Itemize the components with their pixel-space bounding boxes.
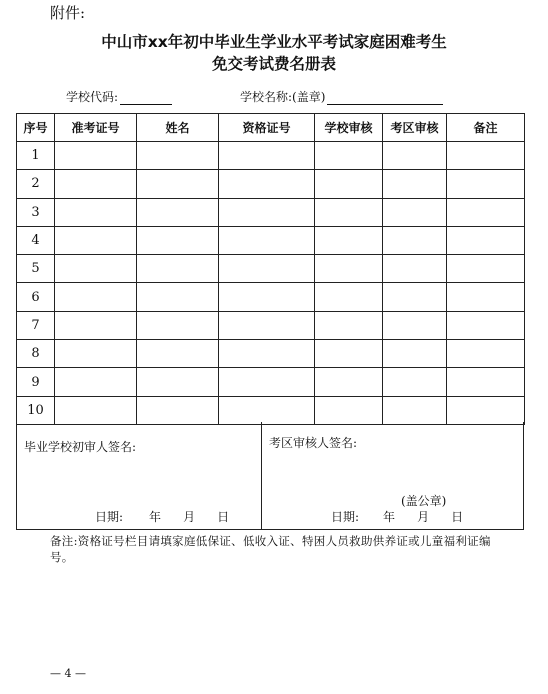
table-cell[interactable] xyxy=(55,142,137,170)
table-cell[interactable] xyxy=(383,311,447,339)
attachment-label: 附件: xyxy=(50,4,86,22)
col-header-exam-number: 准考证号 xyxy=(55,114,137,142)
table-cell[interactable] xyxy=(55,170,137,198)
table-row xyxy=(17,255,525,283)
table-cell[interactable] xyxy=(315,226,383,254)
school-code-blank xyxy=(120,92,172,105)
district-review-date xyxy=(331,508,463,525)
table-cell[interactable] xyxy=(55,255,137,283)
table-cell[interactable] xyxy=(137,283,219,311)
table-cell[interactable] xyxy=(383,396,447,424)
table-row xyxy=(17,368,525,396)
day-label: 日 xyxy=(451,510,464,524)
row-serial-number: 4 xyxy=(17,226,55,254)
signature-section xyxy=(16,422,524,530)
day-label: 日 xyxy=(217,510,230,524)
table-cell[interactable] xyxy=(315,368,383,396)
footnote: 备注:资格证号栏目请填家庭低保证、低收入证、特困人员救助供养证或儿童福利证编号。 xyxy=(50,534,491,564)
school-code-label: 学校代码: xyxy=(66,90,119,104)
school-code-field xyxy=(66,88,172,105)
table-cell[interactable] xyxy=(447,198,525,226)
table-row xyxy=(17,198,525,226)
year-label: 年 xyxy=(149,510,162,524)
table-cell[interactable] xyxy=(219,170,315,198)
col-header-school-review: 学校审核 xyxy=(315,114,383,142)
school-name-field xyxy=(240,88,443,105)
school-name-label: 学校名称:(盖章) xyxy=(240,90,326,104)
row-serial-number: 3 xyxy=(17,198,55,226)
table-cell[interactable] xyxy=(219,396,315,424)
year-label: 年 xyxy=(383,510,396,524)
date-label: 日期: xyxy=(331,510,360,524)
table-cell[interactable] xyxy=(137,311,219,339)
table-cell[interactable] xyxy=(447,255,525,283)
col-header-district-review: 考区审核 xyxy=(383,114,447,142)
table-cell[interactable] xyxy=(219,311,315,339)
page-number: — 4 — xyxy=(50,667,86,680)
table-cell[interactable] xyxy=(55,340,137,368)
table-cell[interactable] xyxy=(383,170,447,198)
month-label: 月 xyxy=(417,510,430,524)
table-cell[interactable] xyxy=(55,198,137,226)
table-cell[interactable] xyxy=(447,142,525,170)
table-cell[interactable] xyxy=(315,142,383,170)
table-cell[interactable] xyxy=(137,340,219,368)
table-cell[interactable] xyxy=(383,142,447,170)
table-cell[interactable] xyxy=(315,340,383,368)
signature-divider xyxy=(261,422,262,529)
table-cell[interactable] xyxy=(219,142,315,170)
date-label: 日期: xyxy=(95,510,124,524)
table-header-row xyxy=(17,114,525,142)
table-cell[interactable] xyxy=(219,255,315,283)
table-row xyxy=(17,396,525,424)
table-cell[interactable] xyxy=(55,311,137,339)
table-cell[interactable] xyxy=(383,368,447,396)
row-serial-number: 9 xyxy=(17,368,55,396)
table-cell[interactable] xyxy=(383,198,447,226)
table-cell[interactable] xyxy=(219,226,315,254)
table-row xyxy=(17,142,525,170)
table-cell[interactable] xyxy=(447,283,525,311)
table-cell[interactable] xyxy=(447,368,525,396)
table-row xyxy=(17,226,525,254)
col-header-remarks: 备注 xyxy=(447,114,525,142)
table-cell[interactable] xyxy=(137,170,219,198)
table-cell[interactable] xyxy=(137,368,219,396)
table-cell[interactable] xyxy=(137,226,219,254)
table-cell[interactable] xyxy=(447,170,525,198)
table-cell[interactable] xyxy=(447,311,525,339)
col-header-serial: 序号 xyxy=(17,114,55,142)
row-serial-number: 6 xyxy=(17,283,55,311)
col-header-qualification-number: 资格证号 xyxy=(219,114,315,142)
table-cell[interactable] xyxy=(219,198,315,226)
row-serial-number: 8 xyxy=(17,340,55,368)
table-cell[interactable] xyxy=(315,255,383,283)
table-row xyxy=(17,283,525,311)
table-cell[interactable] xyxy=(447,226,525,254)
school-review-date xyxy=(95,508,229,525)
row-serial-number: 1 xyxy=(17,142,55,170)
table-cell[interactable] xyxy=(137,255,219,283)
table-cell[interactable] xyxy=(315,396,383,424)
table-cell[interactable] xyxy=(315,170,383,198)
table-cell[interactable] xyxy=(219,283,315,311)
table-row xyxy=(17,311,525,339)
table-cell[interactable] xyxy=(447,340,525,368)
table-cell[interactable] xyxy=(383,283,447,311)
table-cell[interactable] xyxy=(447,396,525,424)
table-cell[interactable] xyxy=(137,142,219,170)
table-cell[interactable] xyxy=(383,226,447,254)
table-cell[interactable] xyxy=(383,340,447,368)
table-cell[interactable] xyxy=(315,198,383,226)
table-row xyxy=(17,340,525,368)
row-serial-number: 10 xyxy=(17,396,55,424)
district-reviewer-signature-label: 考区审核人签名: xyxy=(269,436,358,450)
table-cell[interactable] xyxy=(383,255,447,283)
row-serial-number: 5 xyxy=(17,255,55,283)
month-label: 月 xyxy=(183,510,196,524)
table-cell[interactable] xyxy=(55,396,137,424)
school-reviewer-signature-label: 毕业学校初审人签名: xyxy=(24,440,137,454)
table-cell[interactable] xyxy=(315,283,383,311)
col-header-name: 姓名 xyxy=(137,114,219,142)
school-name-blank xyxy=(327,92,443,105)
document-title: 中山市xx年初中毕业生学业水平考试家庭困难考生 xyxy=(101,33,447,51)
table-cell[interactable] xyxy=(55,368,137,396)
register-table xyxy=(16,113,525,425)
table-cell[interactable] xyxy=(55,226,137,254)
row-serial-number: 7 xyxy=(17,311,55,339)
table-cell[interactable] xyxy=(219,368,315,396)
table-cell[interactable] xyxy=(137,198,219,226)
row-serial-number: 2 xyxy=(17,170,55,198)
document-subtitle: 免交考试费名册表 xyxy=(211,55,336,73)
table-cell[interactable] xyxy=(137,396,219,424)
table-row xyxy=(17,170,525,198)
table-cell[interactable] xyxy=(219,340,315,368)
table-cell[interactable] xyxy=(315,311,383,339)
table-cell[interactable] xyxy=(55,283,137,311)
official-seal-label: (盖公章) xyxy=(401,494,447,508)
